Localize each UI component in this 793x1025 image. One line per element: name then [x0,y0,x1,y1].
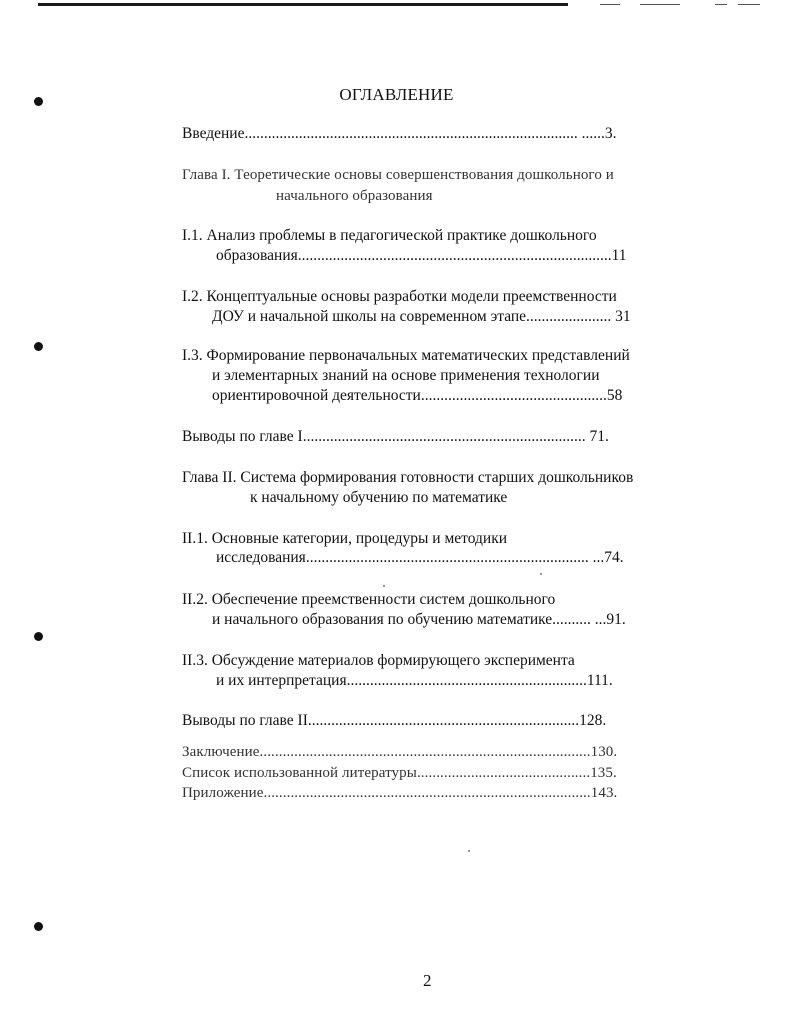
scan-speck [468,850,470,852]
toc-bibliography: Список использованной литературы.............................................135. [182,765,617,781]
top-dash [600,4,620,5]
toc-section-1-1: I.1. Анализ проблемы в педагогической практике дошкольного [182,227,597,244]
toc-section-1-3-cont2: ориентировочной деятельности................................................58 [212,387,623,404]
top-dash [738,4,760,5]
toc-chapter2-title-cont: к начальному обучению по математике [250,489,508,506]
binder-hole-mark [34,342,43,351]
toc-chapter1-title: Глава I. Теоретические основы совершенствования дошкольного и [182,167,614,183]
toc-section-2-1: II.1. Основные категории, процедуры и методики [182,530,508,547]
scan-speck [383,585,385,587]
binder-hole-mark [34,632,43,641]
page-number: 2 [423,971,432,990]
top-border-line [38,3,568,6]
toc-chapter2-conclusions: Выводы по главе II......................................................................128. [182,712,607,729]
toc-section-1-2: I.2. Концептуальные основы разработки модели преемственности [182,288,617,305]
toc-section-2-3-cont: и их интерпретация..............................................................111. [216,672,613,689]
toc-chapter2-title: Глава II. Система формирования готовности старших дошкольников [182,469,634,486]
binder-hole-mark [34,922,43,931]
toc-section-2-3: II.3. Обсуждение материалов формирующего эксперимента [182,652,575,669]
toc-section-1-1-cont: образования.................................................................................11 [216,247,627,264]
toc-conclusion: Заключение......................................................................................130. [182,744,618,760]
toc-chapter1-title-cont: начального образования [276,188,433,204]
toc-section-1-3-cont: и элементарных знаний на основе применения технологии [212,367,600,384]
toc-chapter1-conclusions: Выводы по главе I......................................................................... 71. [182,428,609,445]
page-title: ОГЛАВЛЕНИЕ [339,85,454,104]
toc-section-1-3: I.3. Формирование первоначальных математических представлений [182,347,630,364]
scan-speck [540,573,542,575]
toc-section-2-1-cont: исследования......................................................................... ...74. [216,549,624,566]
toc-intro: Введение...................................................................................... ......3. [182,125,617,142]
top-dash [715,4,727,5]
toc-section-2-2-cont: и начального образования по обучению математике.......... ...91. [212,611,626,628]
top-dash [640,4,680,5]
toc-section-1-2-cont: ДОУ и начальной школы на современном этапе...................... 31 [212,308,631,325]
toc-section-2-2: II.2. Обеспечение преемственности систем дошкольного [182,591,556,608]
toc-appendix: Приложение.....................................................................................143. [182,785,618,801]
